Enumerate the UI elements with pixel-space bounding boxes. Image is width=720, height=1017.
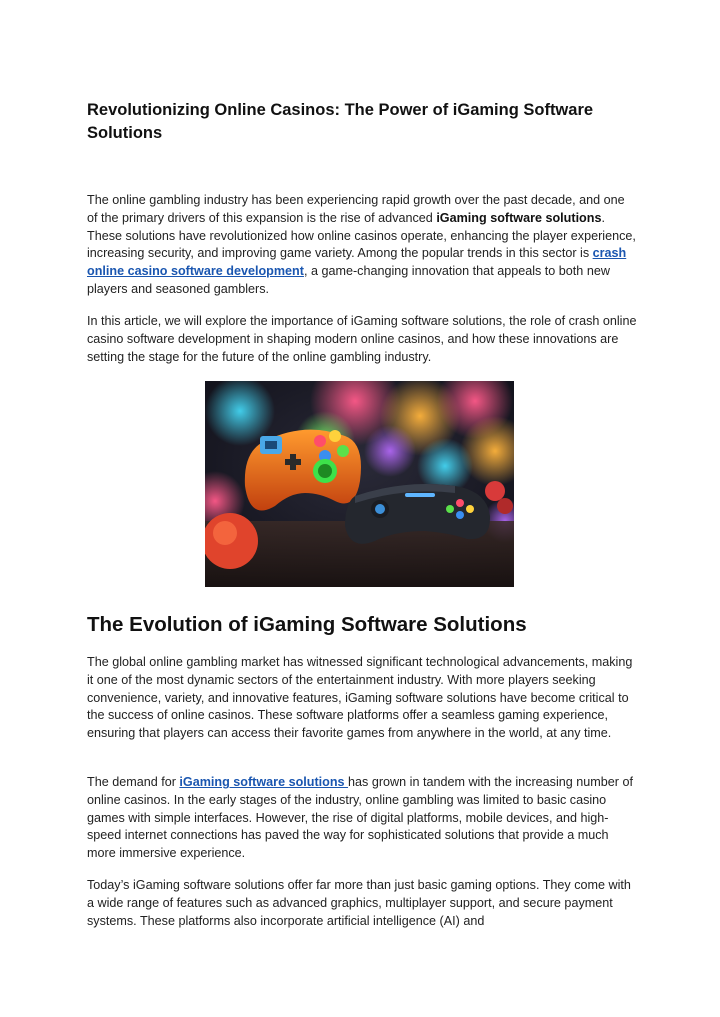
igaming-solutions-link[interactable]: iGaming software solutions: [179, 775, 349, 789]
section-heading: The Evolution of iGaming Software Solutions: [87, 613, 527, 636]
features-paragraph: Today’s iGaming software solutions offer far more than just basic gaming options. They come with a wide range of features such as advanced graphics, multiplayer support, and secure payment systems. These platforms also incorporate artificial intelligence (AI) and: [87, 878, 631, 928]
article-title: Revolutionizing Online Casinos: The Power of iGaming Software Solutions: [87, 101, 594, 142]
crash-software-link[interactable]: crash online casino software development: [87, 246, 627, 279]
gaming-controllers-image: [205, 381, 514, 587]
article-scope-paragraph: In this article, we will explore the importance of iGaming software solutions, the role of crash online casino software development in shaping modern online casinos, and how these innovations are setting the stage for the future of the online gambling industry.: [87, 314, 637, 364]
intro-text-2: . These solutions have revolutionized how online casinos operate, enhancing the player experience, increasing security, and improving game variety. Among the popular trends in this sector is: [87, 210, 636, 261]
intro-bold-term: iGaming software solutions: [436, 210, 602, 225]
market-paragraph: The global online gambling market has witnessed significant technological advancements, making it one of the most dynamic sectors of the entertainment industry. With more players seeking convenience, variety, and innovative features, iGaming software solutions have become critical to the success of online casinos. These software platforms offer a seamless gaming experience, ensuring that players can access their favorite games from anywhere in the world, at any time.: [87, 655, 633, 741]
demand-paragraph: [87, 774, 637, 863]
intro-text-1: The online gambling industry has been experiencing rapid growth over the past decade, and one of the primary drivers of this expansion is the rise of advanced: [87, 193, 625, 225]
demand-text-1: The demand for: [87, 775, 180, 789]
intro-text-3: , a game-changing innovation that appeals to both new players and seasoned gamblers.: [87, 264, 610, 296]
intro-paragraph: [87, 192, 637, 299]
demand-text-2: has grown in tandem with the increasing number of online casinos. In the early stages of the industry, online gambling was limited to basic casino games with simple interfaces. However, the rise of digital platforms, mobile devices, and high-speed internet connections has paved the way for sophisticated solutions that provide a much more immersive experience.: [87, 775, 633, 861]
